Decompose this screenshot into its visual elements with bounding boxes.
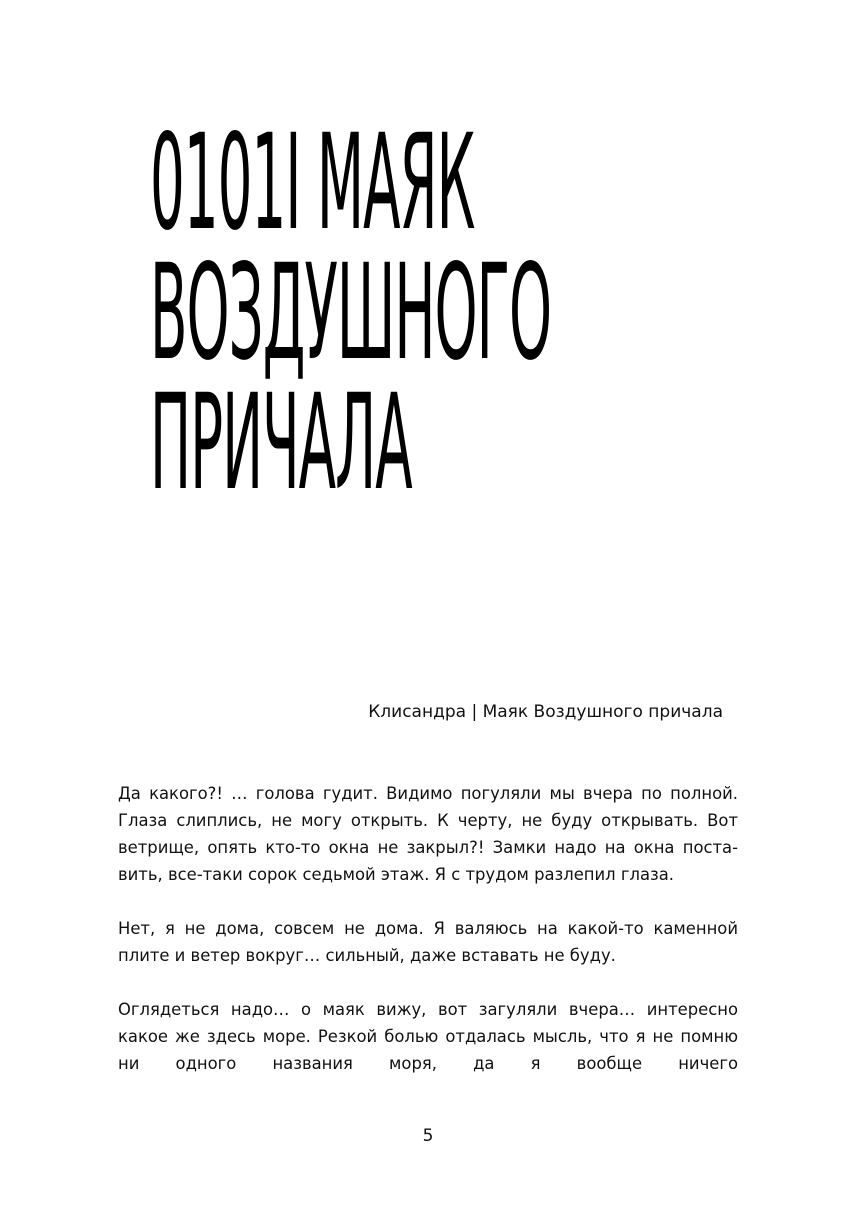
paragraph-2: Нет, я не дома, совсем не дома. Я валяюсь на какой-то каменной плите и ветер вокруг… сильный, даже вставать не буду. [118, 919, 738, 965]
page-number: 5 [422, 1126, 434, 1146]
paragraph-3: Оглядеться надо… о маяк вижу, вот загуляли вчера… интересно какое же здесь море. Резкой болью отдалась мысль, что я не помню ни одного названия моря, да я вообще ничего [118, 1000, 738, 1073]
chapter-title-line-3: ПРИЧАЛА [150, 366, 412, 520]
chapter-subtitle: Клисандра | Маяк Воздушного причала [368, 702, 723, 722]
paragraph-1: Да какого?! … голова гудит. Видимо погуляли мы вчера по полной. Глаза слиплись, не могу открыть. К черту, не буду открывать. Вот ветрище, опять кто-то окна не закрыл?! Замки надо на окна поста-вить, все-таки сорок седьмой этаж. Я с трудом разлепил глаза. [118, 784, 738, 884]
chapter-title-line-1: 0101I МАЯК [150, 106, 475, 260]
chapter-title [150, 106, 750, 520]
chapter-title-line-2: ВОЗДУШНОГО [150, 236, 552, 390]
body-text [118, 780, 738, 1104]
